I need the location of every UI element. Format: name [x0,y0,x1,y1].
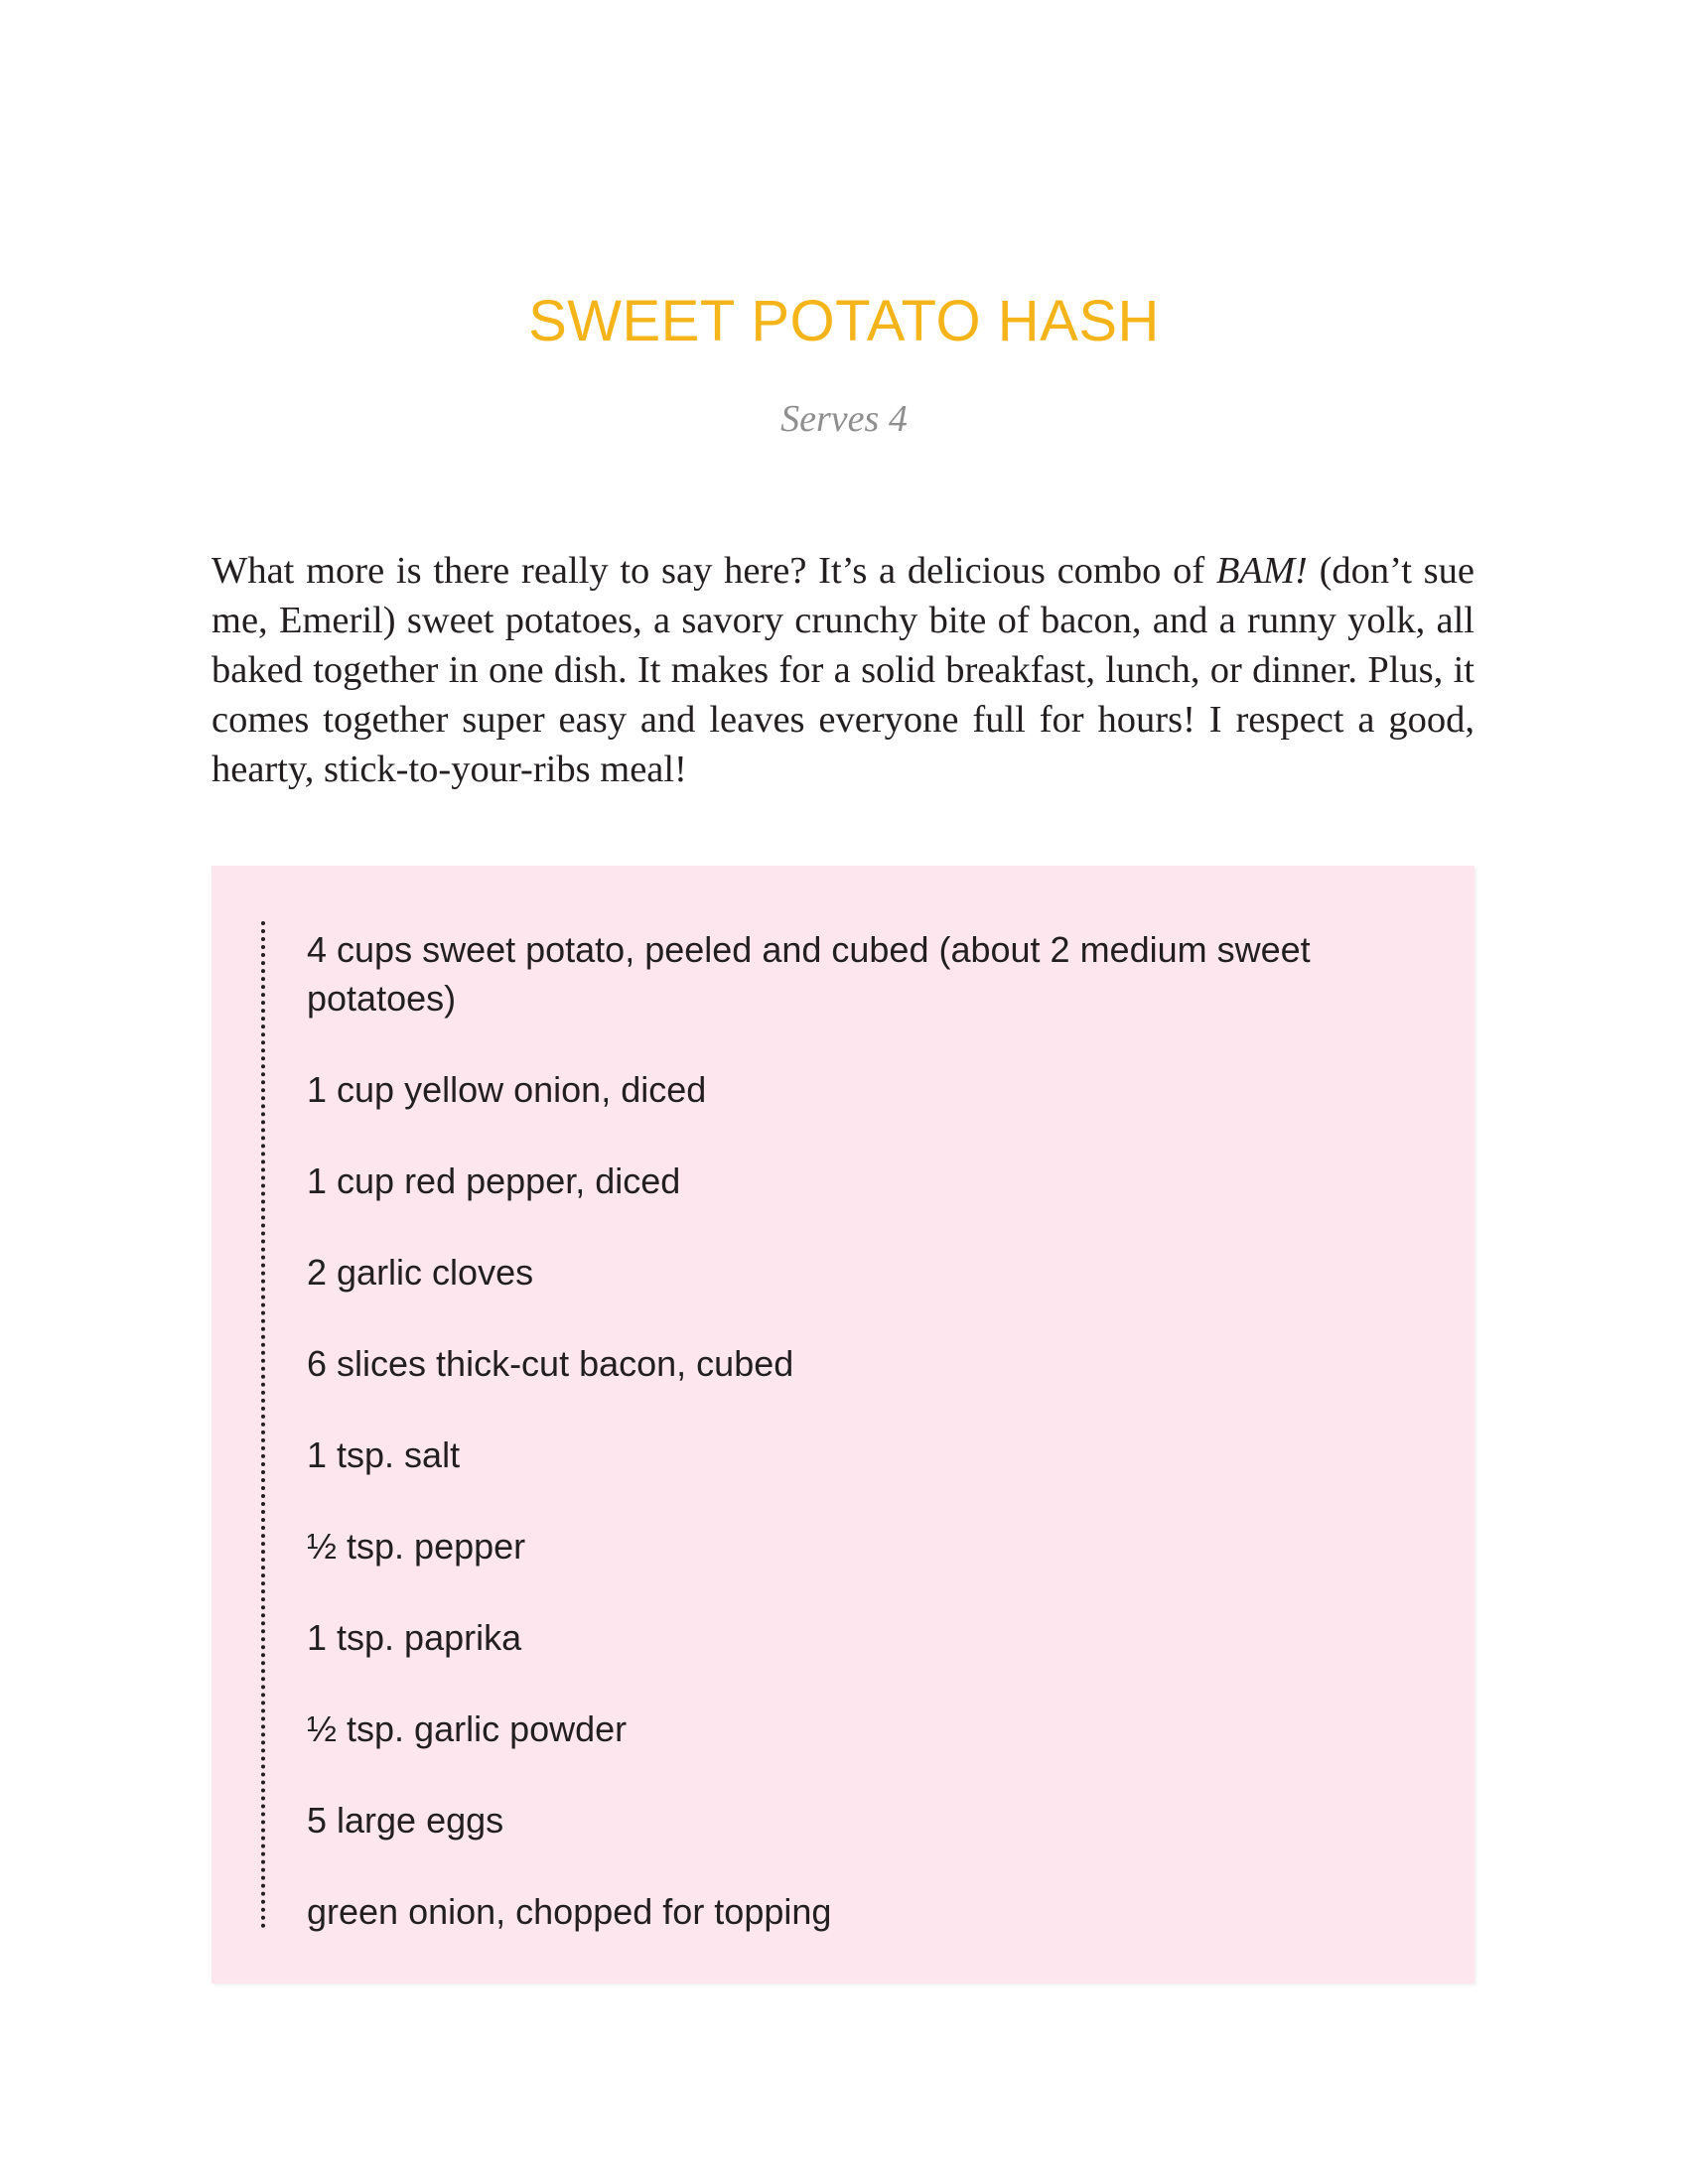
recipe-intro [211,546,1475,794]
ingredient-item: 6 slices thick-cut bacon, cubed [307,1343,794,1384]
dotted-divider [261,921,265,1929]
serving-size: Serves 4 [780,398,908,440]
ingredient-item: 1 cup yellow onion, diced [307,1069,707,1110]
intro-text-start: What more is there really to say here? It’s a delicious combo of [211,550,1216,592]
recipe-title: SWEET POTATO HASH [528,289,1160,353]
intro-text-end: (don’t sue me, Emeril) sweet potatoes, a savory crunchy bite of bacon, and a runny yolk, all baked together in one dish. It makes for a solid breakfast, lunch, or dinner. Plus, it comes together super easy and leaves everyone full for hours! I respect a good, hearty, stick-to-your-ribs meal! [211,550,1476,790]
ingredients-panel [211,866,1475,1983]
ingredient-item: 1 tsp. salt [307,1434,461,1475]
ingredient-item: 1 cup red pepper, diced [307,1160,681,1201]
ingredient-item: 5 large eggs [307,1800,504,1841]
ingredient-item: 2 garlic cloves [307,1252,534,1293]
intro-emphasis: BAM! [1215,550,1308,592]
ingredient-item: 1 tsp. paprika [307,1617,522,1658]
ingredients-list [307,925,1379,1979]
ingredient-item: green onion, chopped for topping [307,1891,832,1932]
ingredient-item: 4 cups sweet potato, peeled and cubed (about 2 medium sweet potatoes) [307,929,1311,1019]
ingredient-item: ½ tsp. pepper [307,1526,526,1567]
ingredient-item: ½ tsp. garlic powder [307,1708,628,1749]
